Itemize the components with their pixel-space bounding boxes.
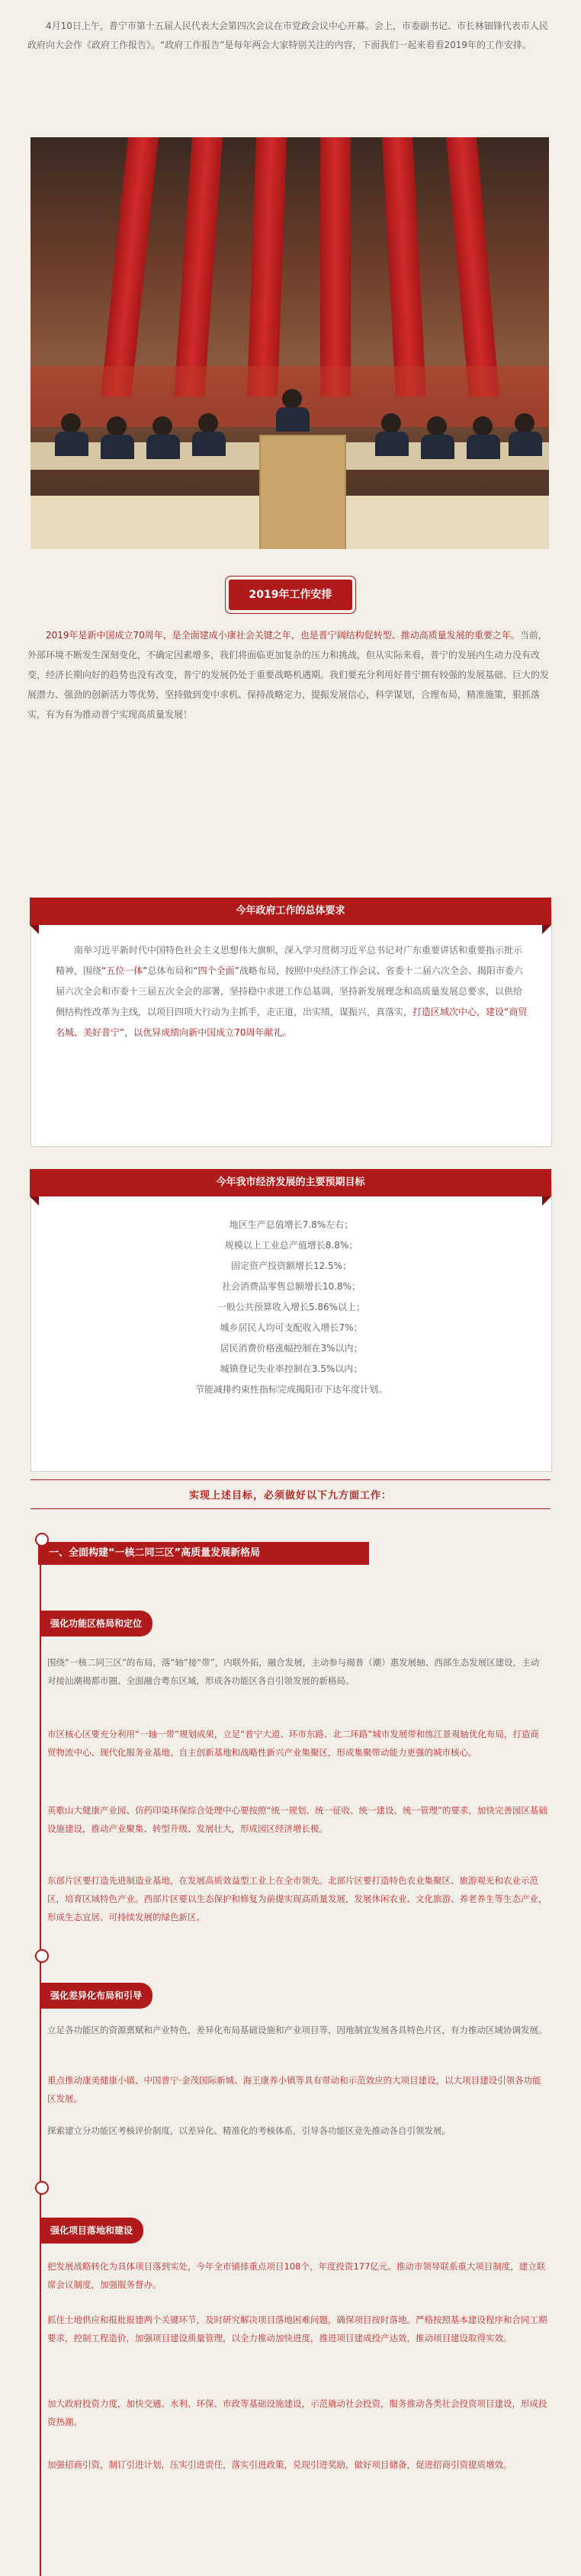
paragraph: 探索建立分功能区考核评价制度，以差异化、精准化的考核体系，引导各功能区竞先推动各自引领发展。 [47,2125,451,2136]
timeline-dot [35,1949,49,1963]
overall-requirements-content: 南举习近平新时代中国特色社会主义思想伟大旗帜，深入学习贯彻习近平总书记对广东重要讲话和重要指示批示精神，围绕“五位一体”总体布局和“四个全面”战略布局，按照中央经济工作会议、省委十二届六次全会、揭阳市委六届六次全会和市委十三届五次全会的部署，坚持稳中求进工作总基调，坚持新发展理念和高质量发展总要求，以供给侧结构性改革为主线，以项目四项大行动为主抓手，走正道，出实绩，谋振兴，真落实，打造区域次中心，建设“商贸名城、美好普宁”，以优异成绩向新中国成立70周年献礼。 [56,945,528,1038]
paragraph: 围绕“一核二同三区”的布局，落“轴”接“带”，内联外拓，融合发展，主动参与揭普（潮）惠发展轴、西部生态发展区建设，主动对接汕潮揭都市圈、全面融合粤东区域，形成各功能区各自引领发展的新格局。 [47,1657,540,1686]
list-item: 节能减排约束性指标完成揭阳市下达年度计划。 [194,1384,387,1395]
podium [259,435,346,549]
paragraph: 加大政府投资力度，加快交通、水利、环保、市政等基础设施建设，示范撬动社会投资，服务推动各类社会投资项目建设，形成投资热潮。 [47,2398,547,2427]
meeting-photo [30,137,549,549]
list-item: 一般公共预算收入增长5.86%以上； [217,1302,366,1312]
list-item: 居民消费价格涨幅控制在3%以内； [220,1343,363,1354]
list-item: 社会消费品零售总额增长10.8%； [221,1281,361,1292]
key-paragraph-highlight: 2019年是新中国成立70周年，是全面建成小康社会关键之年，也是普宁阔结构促转型、推动高质量发展的重要之年。 [46,630,520,641]
targets-list [31,1215,551,1400]
red-flag [101,137,159,397]
key-paragraph-text: 当前，外部环境不断发生深刻变化，不确定因素增多，我们将面临更加复杂的压力和挑战，但从实际来看，普宁的发展内生动力没有改变，经济长期向好的趋势也没有改变，普宁的发展仍处于重要战略机遇期。我们要充分利用好普宁拥有较强的发展基础、巨大的发展潜力、强劲的创新活力等优势，坚持做到变中求机、保持战略定力，提振发展信心，科学谋划，合理布局，精准施策，狠抓落实，有为有为推动普宁实现高质量发展！ [27,630,550,720]
list-item: 城镇登记失业率控制在3.5%以内； [220,1363,363,1374]
subheading-differentiation: 强化差异化布局和引导 [40,1983,152,2009]
red-flag [320,137,351,397]
overall-requirements-title: 今年政府工作的总体要求 [30,898,551,925]
nine-aspects-title: 实现上述目标，必须做好以下九方面工作： [188,1490,392,1502]
list-item: 固定资产投资额增长12.5%； [230,1261,352,1271]
paragraph: 抓住土地供应和报批报建两个关键环节，及时研究解决项目落地困难问题，确保项目按时落地。严格按照基本建设程序和合同工期要求，控制工程造价，加强项目建设质量管理，以全力推动加快进度，推进项目建成投产达效，推动项目建设取得实效。 [47,2314,547,2343]
red-flag [446,137,499,397]
list-item: 地区生产总值增长7.8%左右； [229,1219,354,1230]
divider [30,1479,551,1480]
red-flag [247,137,287,397]
paragraph: 英歌山大健康产业园、仿药印染环保综合处理中心要按照“统一规划、统一征收、统一建设、统一管理”的要求，加快完善园区基础设施建设，推动产业聚集、转型升级、发展壮大，形成园区经济增长极。 [47,1805,547,1834]
timeline-dot [35,2181,49,2195]
paragraph: 东部片区要打造先进制造业基地，在发展高质效益型工业上在全市领先。北部片区要打造特色农业集聚区、旅游观光和农业示范区，培育区域特色产业。西部片区要以生态保护和修复为前提实现高质量发展，发展休闲农业、文化旅游、养老养生等生态产业，形成生态宜居、可持续发展的绿色新区。 [47,1875,547,1922]
paragraph: 把发展战略转化为具体项目落到实处，今年全市铺排重点项目108个，年度投资177亿元。推动市领导联系重大项目制度，建立联席会议制度，加强服务督办。 [47,2261,546,2290]
divider [30,1508,551,1509]
paragraph: 重点推动康美健康小镇、中国普宁·金茂国际新城、海王康养小镇等具有带动和示范效应的大项目建设，以大项目建设引领各功能区发展。 [47,2075,541,2104]
red-flag [382,137,426,397]
overall-requirements-box [30,905,552,1147]
list-item: 城乡居民人均可支配收入增长7%； [220,1322,363,1333]
red-flag [174,137,223,397]
key-paragraph [27,625,554,724]
paragraph: 加强招商引资，制订引进计划，压实引进责任，落实引进政策，兑现引进奖励，做好项目储备，促进招商引资提质增效。 [47,2459,512,2470]
paragraph: 市区核心区要充分利用“一轴一带”规划成果，立足“普宁大道、环市东路、北二环路”城市发展带和练江景观轴优化布局，打造商贸物流中心、现代化服务业基地、自主创新基地和战略性新兴产业集聚区，形成集聚带动能力更强的城市核心。 [47,1729,539,1758]
section-tag: 2019年工作安排 [229,580,352,610]
targets-title: 今年我市经济发展的主要预期目标 [30,1169,551,1196]
subheading-projects: 强化项目落地和建设 [40,2218,143,2244]
subheading-function-zones: 强化功能区格局和定位 [40,1611,152,1636]
timeline-dot [35,1533,49,1547]
section-one-banner: 一、全面构建“一核二同三区”高质量发展新格局 [38,1542,369,1565]
paragraph: 立足各功能区的资源禀赋和产业特色，差异化布局基础设施和产业项目等，因地制宜发展各具特色片区，有力推动区域协调发展。 [47,2025,547,2035]
targets-box [30,1177,552,1472]
intro-paragraph: 4月10日上午，普宁市第十五届人民代表大会第四次会议在市党政会议中心开幕。会上，市委副书记、市长林钿锋代表市人民政府向大会作《政府工作报告》。“政府工作报告”是每年两会大家特别关注的内容，下面我们一起来看看2019年的工作安排。 [27,21,548,50]
list-item: 规模以上工业总产值增长8.8%； [224,1240,358,1251]
timeline-line [40,1565,41,2576]
